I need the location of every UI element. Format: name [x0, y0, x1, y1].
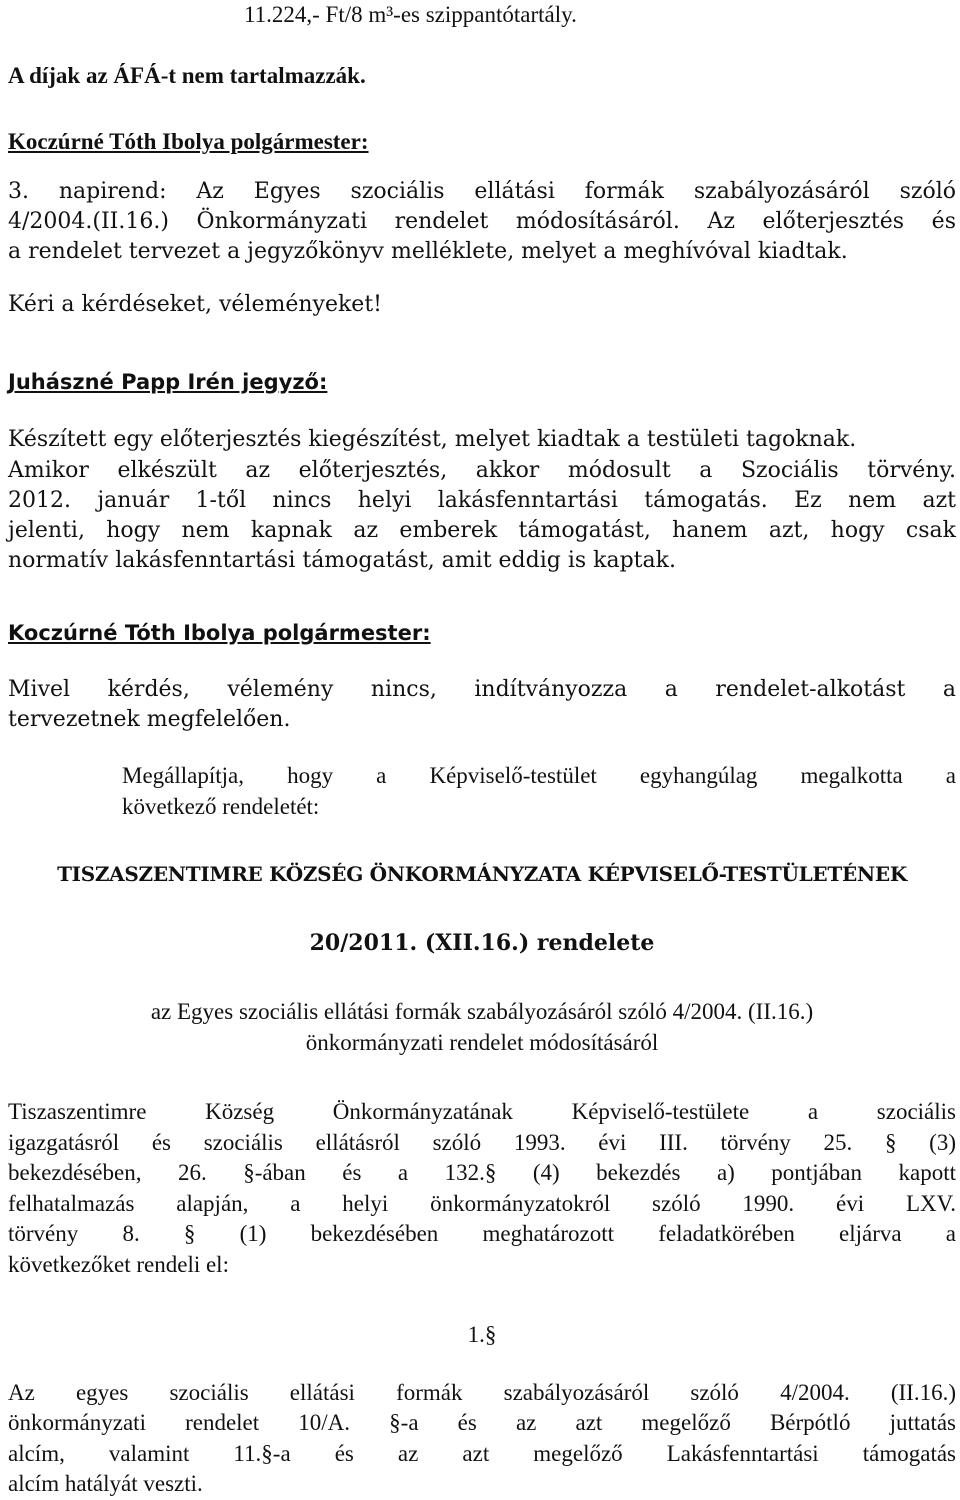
resolution-line-1: Megállapítja, hogy a Képviselő-testület egyhangúlag megalkotta a [122, 763, 956, 788]
agenda-line-3: a rendelet tervezet a jegyzőkönyv melléklete, melyet a meghívóval kiadtak. [8, 239, 848, 264]
preamble-line-1: Tiszaszentimre Község Önkormányzatának Képviselő-testülete a szociális [8, 1099, 956, 1124]
mayor-line-1: Mivel kérdés, vélemény nincs, indítványozza a rendelet-alkotást a [8, 677, 956, 702]
preamble-line-3: bekezdésében, 26. §-ában és a 132.§ (4) bekezdés a) pontjában kapott [8, 1160, 956, 1185]
decree-subject-line-1: az Egyes szociális ellátási formák szabályozásáról szóló 4/2004. (II.16.) [150, 999, 814, 1024]
section-1-line-2: önkormányzati rendelet 10/A. §-a és az azt megelőző Bérpótló juttatás [8, 1410, 956, 1435]
notary-line-5: normatív lakásfenntartási támogatást, amit eddig is kaptak. [8, 548, 676, 573]
notary-line-2: Amikor elkészült az előterjesztés, akkor módosult a Szociális törvény. [8, 458, 956, 483]
section-1-line-1: Az egyes szociális ellátási formák szabályozásáról szóló 4/2004. (II.16.) [8, 1380, 956, 1405]
preamble-line-2: igazgatásról és szociális ellátásról szóló 1993. évi III. törvény 25. § (3) [8, 1130, 956, 1155]
document-page [8, 0, 956, 1500]
section-1-line-4: alcím hatályát veszti. [8, 1471, 203, 1496]
vat-note: A díjak az ÁFÁ-t nem tartalmazzák. [8, 63, 366, 88]
speaker-mayor-1: Koczúrné Tóth Ibolya polgármester: [8, 129, 369, 154]
section-1-line-3: alcím, valamint 11.§-a és az azt megelőző Lakásfenntartási támogatás [8, 1441, 956, 1466]
mayor-line-2: tervezetnek megfelelően. [8, 707, 291, 732]
preamble-line-5: törvény 8. § (1) bekezdésében meghatározott feladatkörében eljárva a [8, 1221, 956, 1246]
resolution-line-2: következő rendeletét: [122, 794, 320, 819]
speaker-mayor-2: Koczúrné Tóth Ibolya polgármester: [8, 621, 431, 645]
council-heading: TISZASZENTIMRE KÖZSÉG ÖNKORMÁNYZATA KÉPVISELŐ-TESTÜLETÉNEK [57, 862, 907, 886]
agenda-line-1: 3. napirend: Az Egyes szociális ellátási formák szabályozásáról szóló [8, 179, 956, 204]
notary-line-1: Készített egy előterjesztés kiegészítést, melyet kiadtak a testületi tagoknak. [8, 427, 857, 452]
notary-line-3: 2012. január 1-től nincs helyi lakásfenntartási támogatás. Ez nem azt [8, 488, 956, 513]
fee-line: 11.224,- Ft/8 m³-es szippantótartály. [244, 2, 577, 27]
decree-subject-line-2: önkormányzati rendelet módosításáról [305, 1030, 659, 1055]
decree-number: 20/2011. (XII.16.) rendelete [309, 930, 655, 956]
section-1-heading: 1.§ [467, 1322, 497, 1347]
notary-line-4: jelenti, hogy nem kapnak az emberek támogatást, hanem azt, hogy csak [8, 518, 956, 543]
agenda-line-4: Kéri a kérdéseket, véleményeket! [8, 292, 383, 317]
preamble-line-6: következőket rendeli el: [8, 1252, 229, 1277]
agenda-line-2: 4/2004.(II.16.) Önkormányzati rendelet módosításáról. Az előterjesztés és [8, 209, 956, 234]
preamble-line-4: felhatalmazás alapján, a helyi önkormányzatokról szóló 1990. évi LXV. [8, 1191, 956, 1216]
speaker-notary: Juhászné Papp Irén jegyző: [8, 370, 328, 394]
